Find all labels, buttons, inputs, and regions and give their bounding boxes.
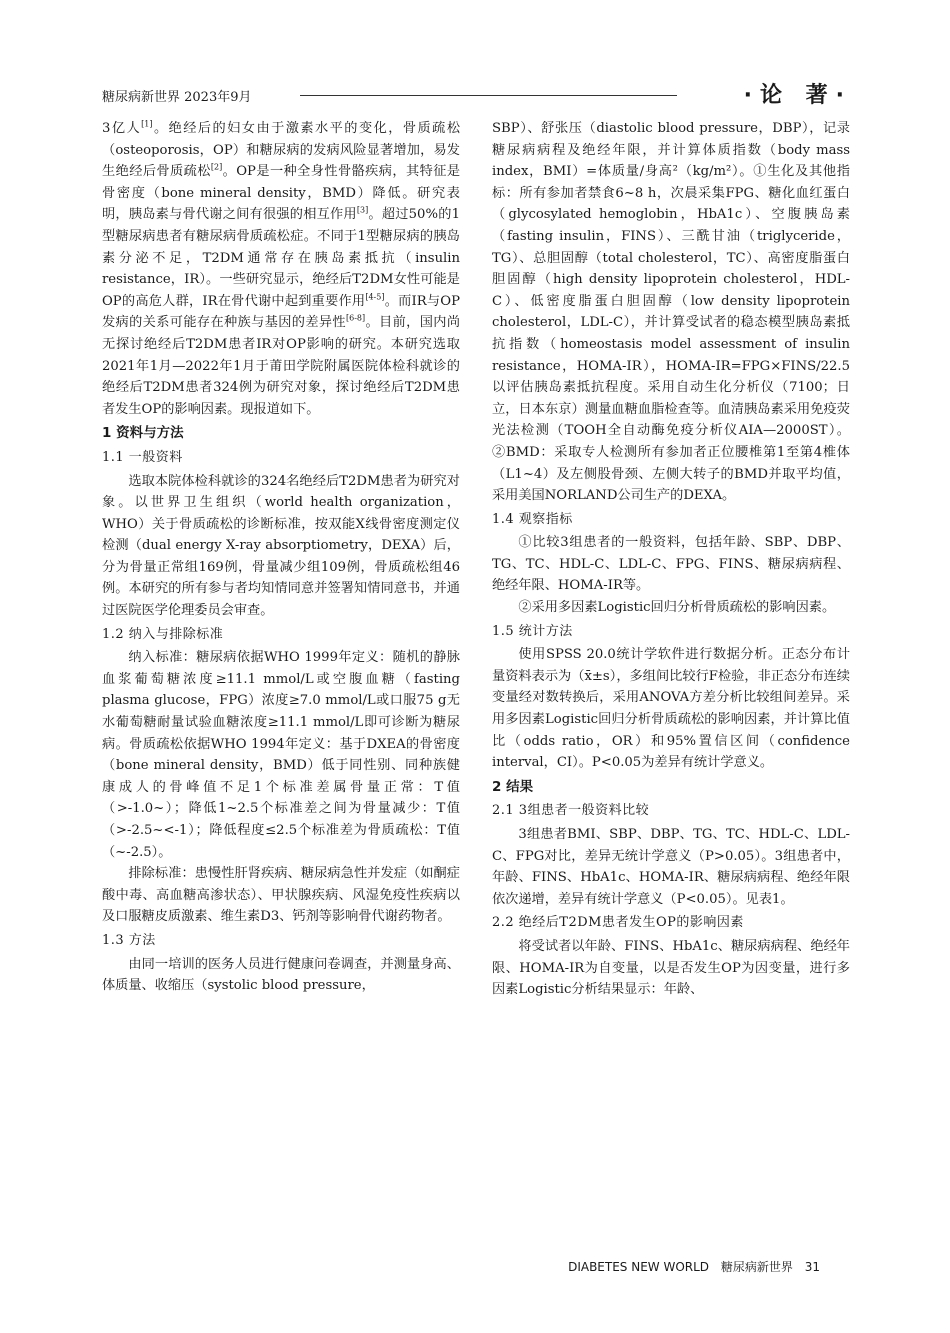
paragraph-method-continued: SBP）、舒张压（diastolic blood pressure，DBP），记录糖尿病病程及绝经年限，并计算体质指数（body mass index，BMI）=体质量/身高²（kg/m²）。①生化及其他指标：所有参加者禁食6~8 h，次晨采集FPG、糖化血红蛋白（glycosylated hemoglobin，HbA1c）、空腹胰岛素（fasting insulin，FINS）、三酰甘油（triglyceride，TG）、总胆固醇（total cholesterol，TC）、高密度脂蛋白胆固醇（high density lipoprotein cholesterol，HDL-C）、低密度脂蛋白胆固醇（low density lipoprotein cholesterol，LDL-C），并计算受试者的稳态模型胰岛素抵抗指数（homeostasis model assessment of insulin resistance，HOMA-IR），HOMA-IR=FPG×FINS/22.5以评估胰岛素抵抗程度。采用自动生化分析仪（7100；日立，日本东京）测量血糖血脂检查等。血清胰岛素采用免疫荧光法检测（TOOH全自动酶免疫分析仪AIA—2000ST）。②BMD：采取专人检测所有参加者正位腰椎第1至第4椎体（L1~4）及左侧股骨颈、左侧大转子的BMD并取平均值，采用美国NORLAND公司生产的DEXA。 — [492, 121, 850, 504]
paragraph-general: 选取本院体检科就诊的324名绝经后T2DM患者为研究对象。以世界卫生组织（world health organization，WHO）关于骨质疏松的诊断标准，按双能X线骨密度测定仪检测（dual energy X-ray absorptiometry，DEXA）后，分为骨量正常组169例，骨量减少组109例，骨质疏松组46例。本研究的所有参与者均知情同意并签署知情同意书，并通过医院医学伦理委员会审查。 — [102, 473, 460, 619]
subsection-heading-factors: 2.2 绝经后T2DM患者发生OP的影响因素 — [492, 915, 744, 931]
paragraph-indicators-2: ②采用多因素Logistic回归分析骨质疏松的影响因素。 — [518, 600, 836, 616]
citation: [4-5] — [365, 292, 385, 302]
subsection-heading-indicators: 1.4 观察指标 — [492, 511, 573, 527]
citation: [3] — [356, 205, 369, 215]
section-heading-methods: 1 资料与方法 — [102, 425, 184, 442]
citation: [2] — [210, 162, 223, 172]
journal-name-en: DIABETES NEW WORLD — [568, 1260, 710, 1274]
subsection-heading-general: 1.1 一般资料 — [102, 449, 183, 465]
subsection-heading-method: 1.3 方法 — [102, 932, 156, 948]
paragraph-inclusion: 纳入标准：糖尿病依据WHO 1999年定义：随机的静脉血浆葡萄糖浓度≥11.1 mmol/L或空腹血糖（fasting plasma glucose，FPG）浓度≥7.0 mmol/L或口服75 g无水葡萄糖耐量试验血糖浓度≥11.1 mmol/L即可诊断为糖尿病。骨质疏松依据WHO 1994年定义：基于DXEA的骨密度（bone mineral density，BMD）低于同性别、同种族健康成人的骨峰值不足1个标准差属骨量正常：T值（>-1.0~）；降低1~2.5个标准差之间为骨量减少：T值（>-2.5~<-1）；降低程度≤2.5个标准差为骨质疏松：T值（~-2.5）。 — [102, 650, 460, 860]
paragraph-indicators-1: ①比较3组患者的一般资料，包括年龄、SBP、DBP、TG、TC、HDL-C、LDL-C、FPG、FINS、糖尿病病程、绝经年限、HOMA-IR等。 — [492, 535, 850, 594]
paragraph-method: 由同一培训的医务人员进行健康问卷调查，并测量身高、体质量、收缩压（systolic blood pressure， — [102, 956, 460, 994]
journal-issue: 糖尿病新世界 2023年9月 — [102, 90, 252, 105]
right-column — [492, 118, 850, 1001]
page-footer — [560, 1258, 820, 1275]
paragraph-statistics: 使用SPSS 20.0统计学软件进行数据分析。正态分布计量资料表示为（x̄±s），多组间比较行F检验，非正态分布连续变量经对数转换后，采用ANOVA方差分析比较组间差异。采用多因素Logistic回归分析骨质疏松的影响因素，并计算比值比（odds ratio，OR）和95%置信区间（confidence interval，CI）。P<0.05为差异有统计学意义。 — [492, 647, 850, 771]
header-rule — [300, 95, 677, 96]
section-heading-results: 2 结果 — [492, 778, 534, 795]
subsection-heading-criteria: 1.2 纳入与排除标准 — [102, 626, 224, 642]
citation: [6-8] — [346, 313, 366, 323]
citation: [1] — [141, 119, 153, 129]
subsection-heading-comparison: 2.1 3组患者一般资料比较 — [492, 803, 650, 819]
journal-name-cn: 糖尿病新世界 — [720, 1260, 793, 1274]
paragraph-comparison: 3组患者BMI、SBP、DBP、TG、TC、HDL-C、LDL-C、FPG对比，差异无统计学意义（P>0.05）。3组患者中，年龄、FINS、HbA1c、HOMA-IR、糖尿病病程、绝经年限依次递增，差异有统计学意义（P<0.05）。见表1。 — [492, 827, 850, 907]
page-number: 31 — [804, 1260, 820, 1274]
intro-paragraph: 3亿人[1]。绝经后的妇女由于激素水平的变化，骨质疏松（osteoporosis，OP）和糖尿病的发病风险显著增加，易发生绝经后骨质疏松[2]。OP是一种全身性骨骼疾病，其特征是骨密度（bone mineral density，BMD）降低。研究表明，胰岛素与骨代谢之间有很强的相互作用[3]。超过50%的1型糖尿病患者有糖尿病骨质疏松症。不同于1型糖尿病的胰岛素分泌不足，T2DM通常存在胰岛素抵抗（insulin resistance，IR）。一些研究显示，绝经后T2DM女性可能是OP的高危人群，IR在骨代谢中起到重要作用[4-5]。而IR与OP发病的关系可能存在种族与基因的差异性[6-8]。目前，国内尚无探讨绝经后T2DM患者IR对OP影响的研究。本研究选取2021年1月—2022年1月于莆田学院附属医院体检科就诊的绝经后T2DM患者324例为研究对象，探讨绝经后T2DM患者发生OP的影响因素。现报道如下。 — [102, 119, 461, 417]
subsection-heading-statistics: 1.5 统计方法 — [492, 623, 573, 639]
left-column — [102, 118, 460, 997]
page-header — [102, 80, 852, 108]
section-tag: ·论 著· — [743, 83, 852, 108]
paragraph-factors: 将受试者以年龄、FINS、HbA1c、糖尿病病程、绝经年限、HOMA-IR为自变量，以是否发生OP为因变量，进行多因素Logistic分析结果显示：年龄、 — [492, 938, 850, 998]
paragraph-exclusion: 排除标准：患慢性肝肾疾病、糖尿病急性并发症（如酮症酸中毒、高血糖高渗状态）、甲状腺疾病、风湿免疫性疾病以及口服糖皮质激素、维生素D3、钙剂等影响骨代谢药物者。 — [102, 866, 460, 925]
